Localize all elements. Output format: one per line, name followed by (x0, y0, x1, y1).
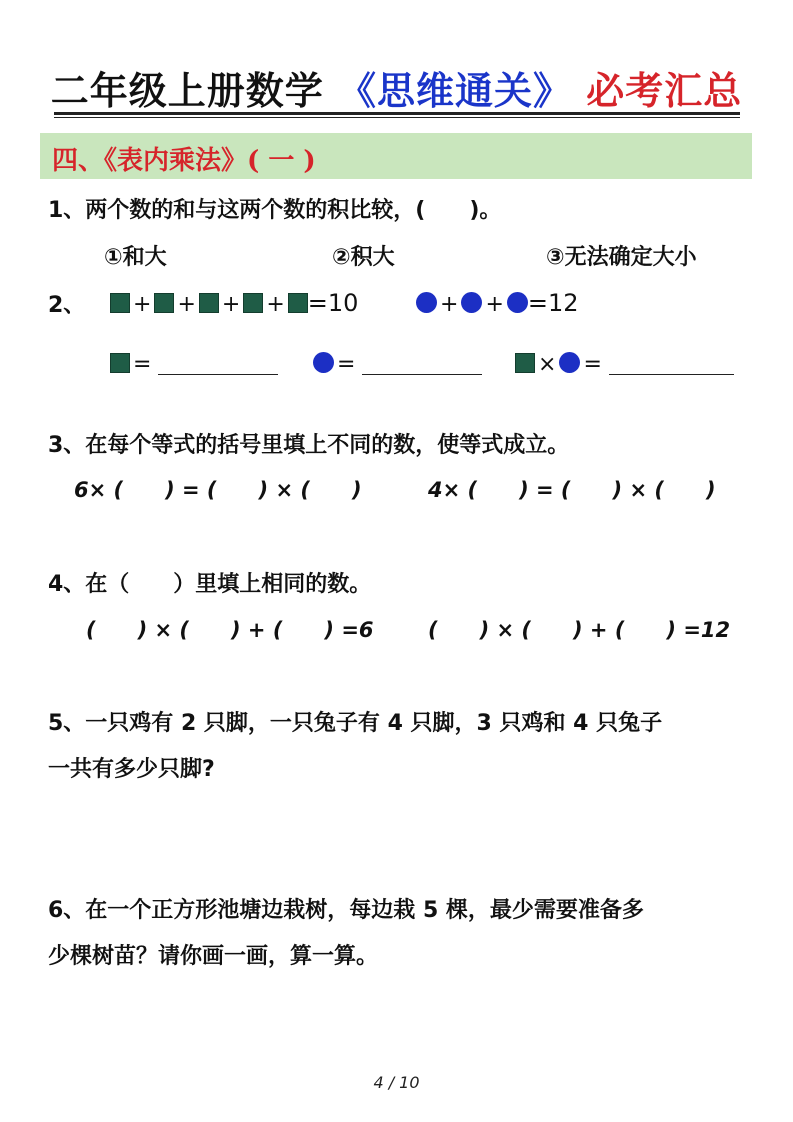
title-part-summary: 必考汇总 (586, 68, 743, 113)
plus-sign: + (133, 292, 152, 317)
question-1-option-1: ①和大 (104, 245, 167, 270)
blue-circle-icon (313, 352, 334, 373)
question-5-line-2: 一共有多少只脚? (48, 757, 215, 782)
equals-sign: = (337, 352, 356, 377)
answer-blank[interactable] (362, 354, 482, 375)
equals-sign: = (583, 352, 602, 377)
question-4: 4、在（ ）里填上相同的数。 (48, 572, 372, 597)
title-underline (54, 112, 740, 118)
page-title (0, 60, 793, 115)
question-2-circle-equation (416, 289, 579, 317)
blue-circle-icon (559, 352, 580, 373)
question-4-equation-1: ( ) × ( ) + ( ) =6 (86, 618, 374, 642)
title-part-grade: 二年级上册数学 (50, 68, 324, 113)
question-2-number: 2、 (48, 293, 86, 318)
question-2-product-answer (515, 352, 734, 377)
blue-circle-icon (416, 292, 437, 313)
green-square-icon (154, 293, 174, 313)
green-square-icon (243, 293, 263, 313)
question-4-equation-2: ( ) × ( ) + ( ) =12 (428, 618, 731, 642)
blue-circle-icon (461, 292, 482, 313)
plus-sign: + (221, 292, 241, 317)
green-square-icon (110, 293, 130, 313)
green-square-icon (515, 353, 535, 373)
green-square-icon (288, 293, 308, 313)
plus-sign: + (440, 292, 459, 317)
blue-circle-icon (507, 292, 528, 313)
page-number: 4 / 10 (373, 1073, 420, 1092)
equals-sign: = (133, 352, 152, 377)
question-2-circle-answer (313, 352, 482, 377)
title-part-series: 《思维通关》 (337, 68, 572, 113)
plus-sign: + (177, 292, 196, 317)
square-equation-result: =10 (307, 289, 359, 317)
question-3-equation-1: 6× ( ) = ( ) × ( ) (74, 478, 362, 502)
question-1-option-3: ③无法确定大小 (546, 245, 697, 270)
question-3: 3、在每个等式的括号里填上不同的数，使等式成立。 (48, 433, 570, 458)
circle-equation-result: =12 (527, 289, 579, 317)
question-2-square-equation (110, 289, 358, 317)
question-2-square-answer (110, 352, 278, 377)
plus-sign: + (266, 292, 285, 317)
green-square-icon (110, 353, 130, 373)
question-1: 1、两个数的和与这两个数的积比较，( )。 (48, 198, 502, 223)
answer-blank[interactable] (158, 354, 278, 375)
answer-blank[interactable] (609, 354, 734, 375)
question-6-line-2: 少棵树苗？请你画一画，算一算。 (48, 944, 379, 969)
plus-sign: + (485, 292, 504, 317)
question-6-line-1: 6、在一个正方形池塘边栽树，每边栽 5 棵，最少需要准备多 (48, 898, 644, 923)
question-1-option-2: ②积大 (332, 245, 395, 270)
question-5-line-1: 5、一只鸡有 2 只脚，一只兔子有 4 只脚，3 只鸡和 4 只兔子 (48, 711, 663, 736)
times-sign: × (538, 352, 557, 377)
question-3-equation-2: 4× ( ) = ( ) × ( ) (428, 478, 716, 502)
section-title: 四、《表内乘法》( 一 ) (52, 146, 316, 176)
green-square-icon (199, 293, 219, 313)
